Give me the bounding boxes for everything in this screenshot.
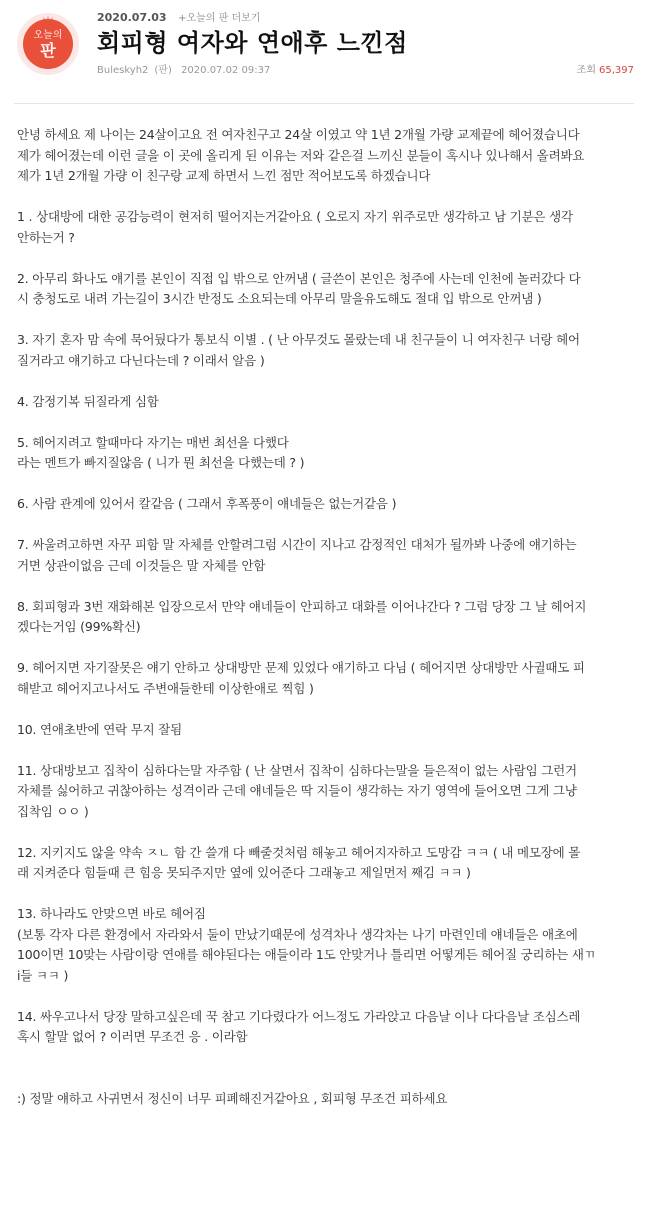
body-line: 1 . 상대방에 대한 공감능력이 현저히 떨어지는거같아요 ( 오로지 자기 위주로만 생각하고 남 기분은 생각: [17, 209, 573, 224]
body-line: 거면 상관이없음 근데 이것들은 말 자체를 안함: [17, 557, 266, 573]
body-line: :) 정말 얘하고 사귀면서 정신이 너무 피폐해진거같아요 , 회피형 무조건 피하세요: [17, 1090, 448, 1106]
body-line: 100이면 10맞는 사람이랑 연애를 해야된다는 애들이라 1도 안맞거나 틀리면 어떻게든 헤어질 궁리하는 새ㄲ: [17, 947, 596, 962]
body-line: 안녕 하세요 제 나이는 24살이고요 전 여자친구고 24살 이였고 약 1년 2개월 가량 교제끝에 헤어졌습니다: [17, 127, 580, 142]
post-date: 2020.07.03: [97, 11, 167, 24]
post-title: 회피형 여자와 연애후 느낀점: [97, 29, 408, 57]
views-number: 65,397: [599, 65, 634, 76]
body-line: 12. 지키지도 않을 약속 ㅈㄴ 함 간 쓸개 다 빼줄것처럼 해놓고 헤어지자하고 도망감 ㅋㅋ ( 내 메모장에 몰: [17, 844, 581, 860]
body-paragraph: [17, 720, 637, 741]
body-paragraph: [17, 904, 637, 986]
body-paragraph: [17, 761, 637, 823]
body-paragraph: [17, 1089, 637, 1110]
body-paragraph: [17, 207, 637, 248]
body-line: 시 충청도로 내려 가는길이 3시간 반정도 소요되는데 아무리 말을유도해도 절대 입 밖으로 안꺼냄 ): [17, 291, 542, 306]
body-line: (보통 각자 다른 환경에서 자라와서 둘이 만났기때문에 성격차나 생각차는 나기 마련인데 얘네들은 애초에: [17, 926, 578, 942]
view-count: [577, 64, 634, 78]
badge-bottom-label: 판: [40, 41, 56, 60]
body-line: 겠다는거임 (99%확신): [17, 619, 141, 634]
body-line: 5. 헤어지려고 할때마다 자기는 매번 최선을 다했다: [17, 434, 289, 450]
body-line: 7. 싸울려고하면 자꾸 피함 말 자체를 안할려그럼 시간이 지나고 감정적인 대처가 될까봐 나중에 얘기하는: [17, 537, 577, 552]
body-line: 2. 아무리 화나도 얘기를 본인이 직접 입 밖으로 안꺼냄 ( 글쓴이 본인은 청주에 사는데 인천에 놀러갔다 다: [17, 270, 581, 286]
body-line: 13. 하나라도 안맞으면 바로 헤어짐: [17, 906, 206, 921]
body-paragraph: [17, 535, 637, 576]
body-line: 안하는거 ?: [17, 229, 75, 245]
badge-top-label: 오늘의: [33, 30, 63, 41]
post-timestamp: 2020.07.02 09:37: [181, 65, 271, 76]
more-today-pick-link[interactable]: +오늘의 판 더보기: [178, 13, 261, 24]
body-paragraph: [17, 125, 637, 187]
views-label: 조회: [576, 65, 596, 76]
author-id: Buleskyh2: [97, 65, 149, 76]
post-body: [17, 125, 637, 1130]
post-date-line: [97, 11, 260, 26]
body-line: 제가 헤어졌는데 이런 글을 이 곳에 올리게 된 이유는 저와 같은걸 느끼신 분들이 혹시나 있나해서 올려봐요: [17, 147, 585, 163]
body-paragraph: [17, 494, 637, 515]
body-line: 라는 멘트가 빠지질않음 ( 니가 뭔 최선을 다했는데 ? ): [17, 455, 305, 470]
body-line: 제가 1년 2개월 가량 이 친구랑 교제 하면서 느낀 점만 적어보도록 하겠습니다: [17, 168, 431, 183]
body-paragraph: [17, 1007, 637, 1048]
body-line: 래 지켜준다 힘들때 큰 힘응 못되주지만 옆에 있어준다 그래놓고 제일먼저 째김 ㅋㅋ ): [17, 865, 471, 880]
body-line: 3. 자기 혼자 맘 속에 묵어뒀다가 통보식 이별 . ( 난 아무것도 몰랐는데 내 친구들이 니 여자친구 너랑 헤어: [17, 332, 580, 347]
body-line: i들 ㅋㅋ ): [17, 967, 69, 983]
author-line: [97, 64, 270, 78]
body-paragraph: [17, 392, 637, 413]
body-paragraph: [17, 269, 637, 310]
body-paragraph: [17, 843, 637, 884]
body-paragraph: [17, 433, 637, 474]
body-line: 8. 회피형과 3번 재화해본 입장으로서 만약 얘네들이 안피하고 대화를 이어나간다 ? 그럼 당장 그 날 헤어지: [17, 598, 587, 614]
body-line: 10. 연애초반에 연락 무지 잘됨: [17, 721, 182, 737]
body-line: 질거라고 얘기하고 다닌다는데 ? 이래서 알음 ): [17, 352, 265, 368]
body-line: 4. 감정기복 뒤질라게 심함: [17, 393, 159, 409]
body-line: 6. 사람 관계에 있어서 칼같음 ( 그래서 후폭풍이 얘네들은 없는거같음 ): [17, 496, 397, 511]
body-line: 집착임 ㅇㅇ ): [17, 803, 89, 819]
author-name[interactable]: [97, 65, 172, 76]
body-line: 해받고 헤어지고나서도 주변애들한테 이상한애로 찍힘 ): [17, 680, 314, 696]
body-line: 혹시 할말 없어 ? 이러면 무조건 응 . 이라함: [17, 1029, 248, 1044]
body-line: 9. 헤어지면 자기잘못은 얘기 안하고 상대방만 문제 있었다 얘기하고 다님 ( 헤어지면 상대방만 사귈때도 피: [17, 660, 585, 675]
body-line: 11. 상대방보고 집착이 심하다는말 자주함 ( 난 살면서 집착이 심하다는말을 들은적이 없는 사람임 그런거: [17, 762, 577, 778]
author-tag: (판): [154, 65, 172, 76]
post-header: [0, 0, 648, 104]
body-paragraph: [17, 658, 637, 699]
badge-circle: [23, 19, 73, 69]
today-pick-badge: [17, 13, 79, 75]
header-divider: [14, 103, 634, 104]
body-paragraph: [17, 597, 637, 638]
body-line: 자체를 싫어하고 귀찮아하는 성격이라 근데 얘네들은 딱 지들이 생각하는 자기 영역에 들어오면 그게 그냥: [17, 783, 577, 798]
body-line: 14. 싸우고나서 당장 말하고싶은데 꾹 참고 기다렸다가 어느정도 가라앉고 다음날 이나 다다음날 조심스레: [17, 1008, 581, 1024]
body-paragraph: [17, 330, 637, 371]
